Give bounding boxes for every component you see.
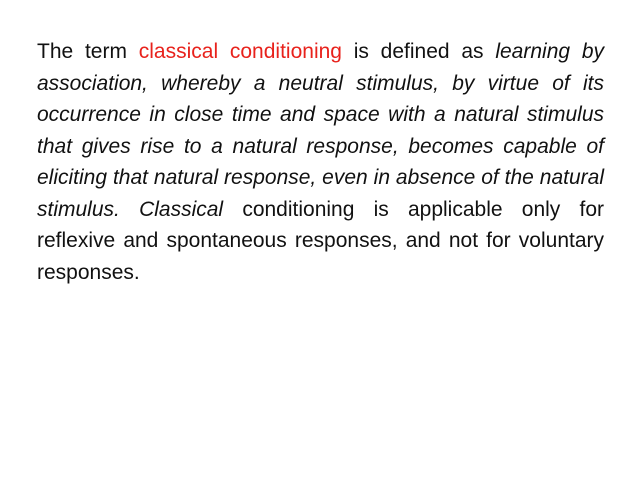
- after-term-text: is defined as: [341, 40, 496, 63]
- highlighted-term: classical conditioning: [138, 40, 342, 63]
- spacer-text: [120, 198, 139, 221]
- italic-definition: learning by association, whereby a neutral stimulus, by virtue of its occurrence in close time and space with a natural stimulus that gives rise to a natural response, becomes capable of eliciting that natural response, even in absence of the natural stimulus.: [37, 40, 605, 221]
- lead-text: The term: [37, 40, 139, 63]
- italic-classical-word: Classical: [139, 197, 224, 221]
- definition-paragraph: [37, 36, 604, 288]
- tail-text: conditioning is applicable only for reflexive and spontaneous responses, and not for voluntary responses.: [37, 197, 604, 284]
